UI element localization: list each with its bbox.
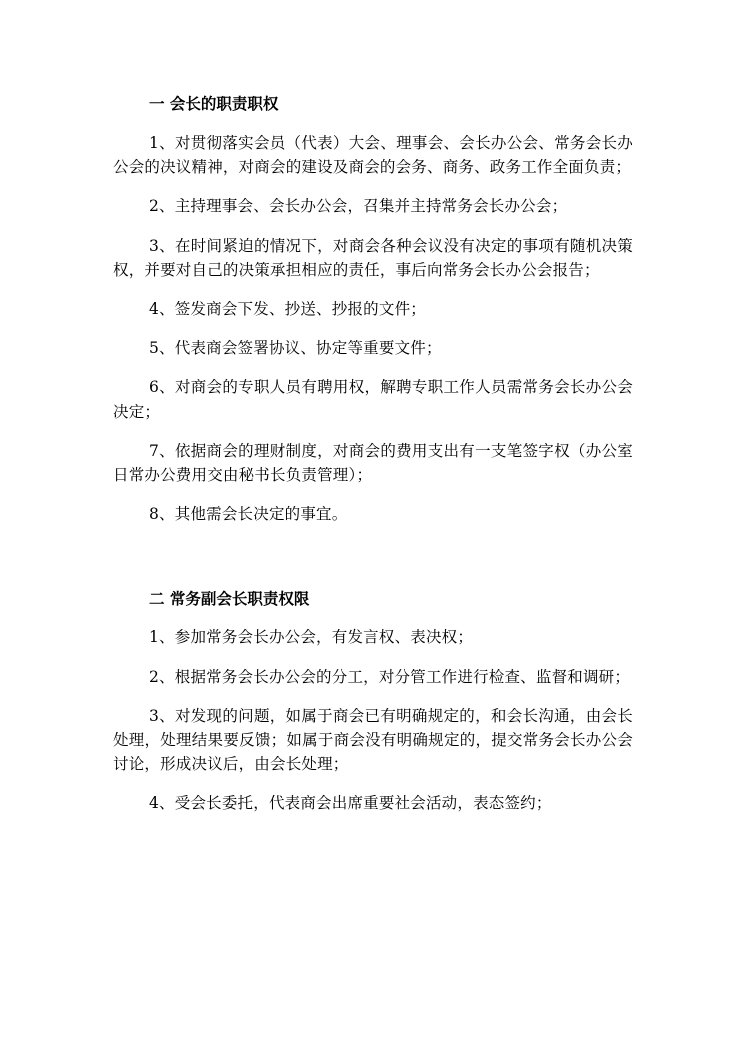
duty-item: 4、签发商会下发、抄送、抄报的文件；: [149, 300, 426, 319]
duty-item: 8、其他需会长决定的事宜。: [149, 505, 348, 524]
duty-item: 1、对贯彻落实会员（代表）大会、理事会、会长办公会、常务会长办公会的决议精神，对商会的建设及商会的会务、商务、政务工作全面负责；: [113, 134, 633, 177]
duty-item: 4、受会长委托，代表商会出席重要社会活动，表态签约；: [149, 794, 552, 813]
duty-item: 3、对发现的问题，如属于商会已有明确规定的，和会长沟通，由会长处理，处理结果要反馈；如属于商会没有明确规定的，提交常务会长办公会讨论，形成决议后，由会长处理；: [113, 706, 633, 774]
section-executive-vice-chairman-duties: [113, 587, 633, 815]
section-heading: 一 会长的职责职权: [149, 95, 279, 113]
section-heading: 二 常务副会长职责权限: [149, 590, 310, 609]
duty-item: 2、主持理事会、会长办公会，召集并主持常务会长办公会；: [149, 197, 568, 216]
duty-list: [113, 625, 633, 815]
duty-item: 7、依据商会的理财制度，对商会的费用支出有一支笔签字权（办公室日常办公费用交由秘书长负责管理）；: [113, 441, 633, 485]
duty-item: 6、对商会的专职人员有聘用权，解聘专职工作人员需常务会长办公会决定；: [113, 378, 633, 421]
duty-item: 3、在时间紧迫的情况下，对商会各种会议没有决定的事项有随机决策权，并要对自己的决策承担相应的责任，事后向常务会长办公会报告；: [113, 236, 633, 279]
duty-list: [113, 131, 633, 526]
duty-item: 2、根据常务会长办公会的分工，对分管工作进行检查、监督和调研；: [149, 667, 631, 686]
duty-item: 1、参加常务会长办公会，有发言权、表决权；: [149, 628, 474, 647]
duty-item: 5、代表商会签署协议、协定等重要文件；: [149, 339, 442, 358]
section-chairman-duties: [113, 92, 633, 526]
document-body: [113, 92, 633, 816]
